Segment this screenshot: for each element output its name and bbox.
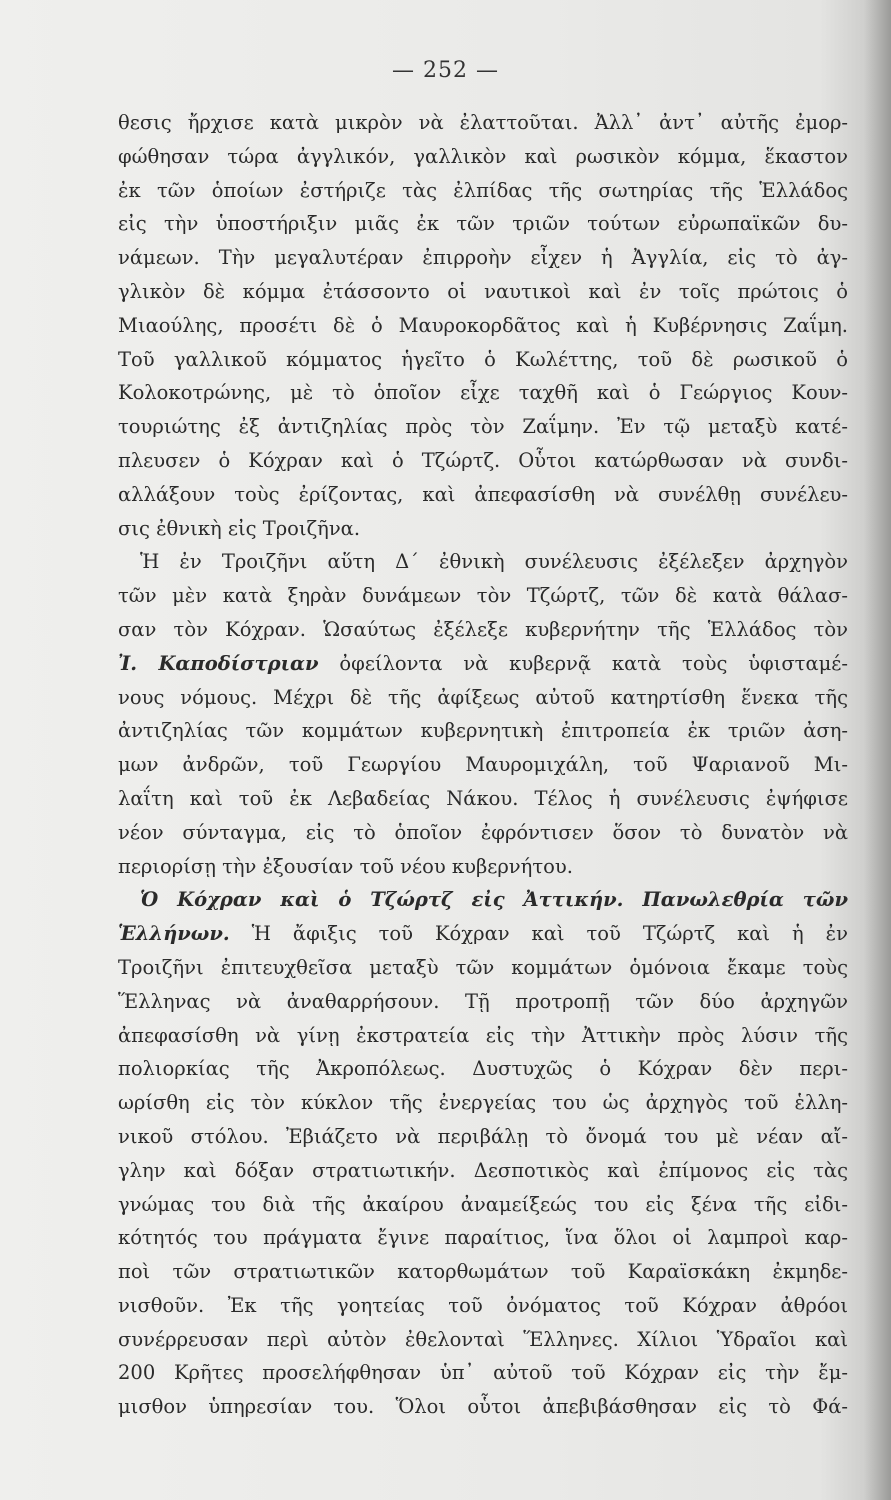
text-line [118, 681, 848, 715]
text-line [118, 850, 848, 884]
text-line [118, 1221, 848, 1255]
text-line [118, 1019, 848, 1053]
line-text: νισθοῦν. Ἐκ τῆς γοητείας τοῦ ὀνόματος τοῦ Κόχραν ἀθρόοι [118, 1293, 848, 1317]
line-text: Ἡ ἄφιξις τοῦ Κόχραν καὶ τοῦ Τζώρτζ καὶ ἡ ἐν [229, 922, 848, 946]
text-line [118, 1188, 848, 1222]
text-line [118, 376, 848, 410]
line-text: περιορίσῃ τὴν ἐξουσίαν τοῦ νέου κυβερνήτου. [118, 854, 573, 878]
line-text: ὀφείλοντα νὰ κυβερνᾷ κατὰ τοὺς ὑφισταμέ- [318, 651, 848, 675]
text-line [118, 714, 848, 748]
text-line [118, 174, 848, 208]
text-line [118, 1052, 848, 1086]
line-text: Κολοκοτρώνης, μὲ τὸ ὁποῖον εἶχε ταχθῆ καὶ ὁ Γεώργιος Κουν- [118, 381, 848, 405]
line-text: φώθησαν τώρα ἀγγλικόν, γαλλικὸν καὶ ρωσικὸν κόμμα, ἕκαστον [118, 144, 848, 168]
line-text: τουριώτης ἐξ ἀντιζηλίας πρὸς τὸν Ζαΐμην. Ἐν τῷ μεταξὺ κατέ- [118, 415, 848, 439]
text-line [118, 1154, 848, 1188]
text-line [118, 951, 848, 985]
text-line [118, 917, 848, 951]
bold-heading: Ἰ. Καποδίστριαν [118, 651, 319, 675]
line-text: Τοῦ γαλλικοῦ κόμματος ἡγεῖτο ὁ Κωλέττης, τοῦ δὲ ρωσικοῦ ὁ [118, 347, 848, 371]
text-line [118, 1255, 848, 1289]
line-text: λαΐτη καὶ τοῦ ἐκ Λεβαδείας Νάκου. Τέλος ἡ συνέλευσις ἐψήφισε [118, 786, 848, 810]
text-line [118, 343, 848, 377]
text-line [118, 1390, 848, 1424]
line-text: σις ἐθνικὴ εἰς Τροιζῆνα. [118, 516, 361, 540]
line-text: μισθον ὑπηρεσίαν του. Ὅλοι οὗτοι ἀπεβιβάσθησαν εἰς τὸ Φά- [118, 1395, 848, 1419]
line-text: συνέρρευσαν περὶ αὐτὸν ἐθελονταὶ Ἕλληνες. Χίλιοι Ὑδραῖοι καὶ [118, 1327, 848, 1351]
text-line [118, 207, 848, 241]
bold-heading: Ὁ Κόχραν καὶ ὁ Τζώρτζ εἰς Ἀττικήν. Πανωλεθρία τῶν [140, 888, 848, 912]
line-text: μων ἀνδρῶν, τοῦ Γεωργίου Μαυρομιχάλη, τοῦ Ψαριανοῦ Μι- [118, 753, 848, 777]
body-text [118, 106, 848, 1424]
text-line [118, 1289, 848, 1323]
bold-heading: Ἑλλήνων. [118, 922, 230, 946]
text-line [118, 512, 848, 546]
text-line [118, 1120, 848, 1154]
text-line [118, 883, 848, 917]
text-line [118, 1086, 848, 1120]
text-line [118, 579, 848, 613]
text-line [118, 478, 848, 512]
line-text: γλικὸν δὲ κόμμα ἐτάσσοντο οἱ ναυτικοὶ καὶ ἐν τοῖς πρώτοις ὁ [118, 279, 848, 303]
line-text: θεσις ἤρχισε κατὰ μικρὸν νὰ ἐλαττοῦται. Ἀλλ᾽ ἀντ᾽ αὐτῆς ἐμορ- [118, 111, 848, 134]
line-text: πολιορκίας τῆς Ἀκροπόλεως. Δυστυχῶς ὁ Κόχραν δὲν περι- [118, 1057, 848, 1081]
text-line [118, 545, 848, 579]
text-line [118, 140, 848, 174]
text-line [118, 1356, 848, 1390]
line-text: ἀντιζηλίας τῶν κομμάτων κυβερνητικὴ ἐπιτροπεία ἐκ τριῶν ἀση- [118, 719, 848, 743]
line-text: ποὶ τῶν στρατιωτικῶν κατορθωμάτων τοῦ Καραϊσκάκη ἐκμηδε- [118, 1260, 848, 1284]
line-text: γλην καὶ δόξαν στρατιωτικήν. Δεσποτικὸς καὶ ἐπίμονος εἰς τὰς [118, 1158, 848, 1182]
text-line [118, 309, 848, 343]
line-text: νάμεων. Τὴν μεγαλυτέραν ἐπιρροὴν εἶχεν ἡ Ἀγγλία, εἰς τὸ ἀγ- [118, 246, 848, 270]
line-text: γνώμας του διὰ τῆς ἀκαίρου ἀναμείξεώς του εἰς ξένα τῆς εἰδι- [118, 1192, 848, 1216]
line-text: ωρίσθη εἰς τὸν κύκλον τῆς ἐνεργείας του ὡς ἀρχηγὸς τοῦ ἑλλη- [118, 1091, 848, 1115]
line-text: Μιαούλης, προσέτι δὲ ὁ Μαυροκορδᾶτος καὶ ἡ Κυβέρνησις Ζαΐμη. [118, 313, 848, 337]
text-line [118, 613, 848, 647]
text-line [118, 444, 848, 478]
text-line [118, 782, 848, 816]
line-text: Ἕλληνας νὰ ἀναθαρρήσουν. Τῇ προτροπῇ τῶν δύο ἀρχηγῶν [118, 989, 848, 1013]
line-text: εἰς τὴν ὑποστήριξιν μιᾶς ἐκ τῶν τριῶν τούτων εὐρωπαϊκῶν δυ- [118, 212, 848, 236]
line-text: Ἡ ἐν Τροιζῆνι αὕτη Δ´ ἐθνικὴ συνέλευσις ἐξέλεξεν ἀρχηγὸν [140, 550, 848, 574]
text-line [118, 106, 848, 140]
line-text: νικοῦ στόλου. Ἐβιάζετο νὰ περιβάλῃ τὸ ὄνομά του μὲ νέαν αἴ- [118, 1124, 848, 1148]
page-number: — 252 — [392, 58, 499, 83]
line-text: νέον σύνταγμα, εἰς τὸ ὁποῖον ἐφρόντισεν ὅσον τὸ δυνατὸν νὰ [118, 820, 848, 844]
line-text: σαν τὸν Κόχραν. Ὡσαύτως ἐξέλεξε κυβερνήτην τῆς Ἑλλάδος τὸν [118, 617, 848, 641]
text-line [118, 816, 848, 850]
line-text: αλλάξουν τοὺς ἐρίζοντας, καὶ ἀπεφασίσθη νὰ συνέλθῃ συνέλευ- [118, 482, 848, 506]
line-text: Τροιζῆνι ἐπιτευχθεῖσα μεταξὺ τῶν κομμάτων ὁμόνοια ἔκαμε τοὺς [118, 955, 848, 979]
text-line [118, 241, 848, 275]
text-line [118, 410, 848, 444]
text-line [118, 647, 848, 681]
text-line [118, 1323, 848, 1357]
line-text: ἐκ τῶν ὁποίων ἐστήριζε τὰς ἐλπίδας τῆς σωτηρίας τῆς Ἑλλάδος [118, 178, 848, 202]
text-line [118, 275, 848, 309]
line-text: τῶν μὲν κατὰ ξηρὰν δυνάμεων τὸν Τζώρτζ, τῶν δὲ κατὰ θάλασ- [118, 584, 848, 608]
text-line [118, 748, 848, 782]
line-text: ἀπεφασίσθη νὰ γίνῃ ἐκστρατεία εἰς τὴν Ἀττικὴν πρὸς λύσιν τῆς [118, 1023, 848, 1047]
line-text: πλευσεν ὁ Κόχραν καὶ ὁ Τζώρτζ. Οὗτοι κατώρθωσαν νὰ συνδι- [118, 448, 848, 472]
line-text: κότητός του πράγματα ἔγινε παραίτιος, ἵνα ὅλοι οἱ λαμπροὶ καρ- [118, 1226, 848, 1250]
line-text: νους νόμους. Μέχρι δὲ τῆς ἀφίξεως αὐτοῦ κατηρτίσθη ἕνεκα τῆς [118, 685, 848, 709]
text-line [118, 985, 848, 1019]
line-text: 200 Κρῆτες προσελήφθησαν ὑπ᾽ αὐτοῦ τοῦ Κόχραν εἰς τὴν ἔμ- [118, 1361, 848, 1385]
